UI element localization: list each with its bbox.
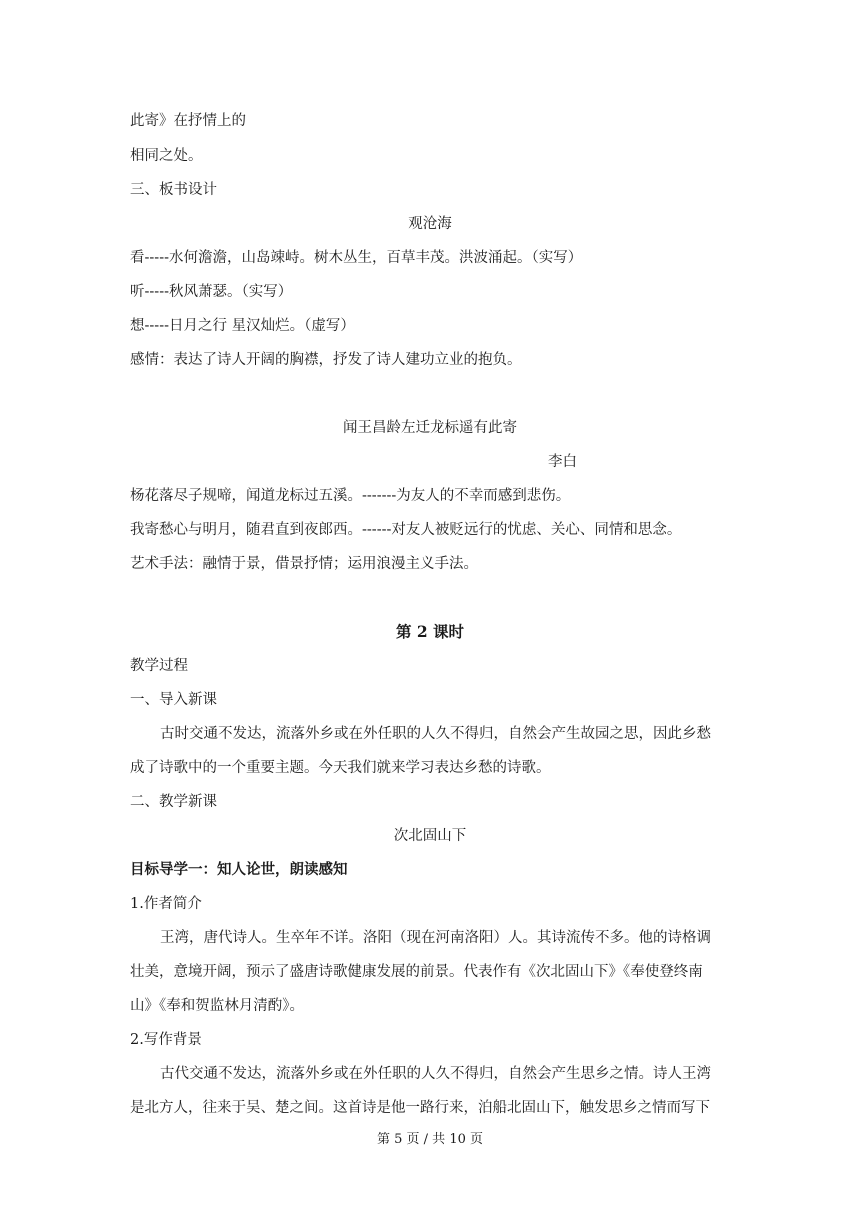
text-line: 相同之处。 <box>130 148 203 164</box>
paragraph-line: 古时交通不发达，流落外乡或在外任职的人久不得归，自然会产生故园之思，因此乡愁 <box>160 726 711 742</box>
paragraph-line: 古代交通不发达，流落外乡或在外任职的人久不得归，自然会产生思乡之情。诗人王湾 <box>160 1066 711 1082</box>
text-line: 感情：表达了诗人开阔的胸襟，抒发了诗人建功立业的抱负。 <box>130 352 522 368</box>
objective-heading: 目标导学一：知人论世，朗读感知 <box>130 861 348 878</box>
text-line: 2.写作背景 <box>130 1032 202 1048</box>
poem-author: 李白 <box>548 454 577 470</box>
paragraph-line: 壮美，意境开阔，预示了盛唐诗歌健康发展的前景。代表作有《次北固山下》《奉使登终南 <box>130 964 703 980</box>
section-heading: 三、板书设计 <box>130 182 217 198</box>
text-line: 艺术手法：融情于景，借景抒情；运用浪漫主义手法。 <box>130 556 478 572</box>
section-heading: 二、教学新课 <box>130 794 217 810</box>
poem-title: 闻王昌龄左迁龙标遥有此寄 <box>343 420 517 436</box>
paragraph-line: 王湾，唐代诗人。生卒年不详。洛阳（现在河南洛阳）人。其诗流传不多。他的诗格调 <box>160 930 711 946</box>
text-line: 1.作者简介 <box>130 896 202 912</box>
lesson-heading: 第 2 课时 <box>395 622 465 641</box>
text-line: 教学过程 <box>130 658 188 674</box>
text-line: 想-----日月之行 星汉灿烂。（虚写） <box>130 318 355 334</box>
text-line: 杨花落尽子规啼，闻道龙标过五溪。-------为友人的不幸而感到悲伤。 <box>130 488 571 504</box>
text-line: 看-----水何澹澹，山岛竦峙。树木丛生，百草丰茂。洪波涌起。（实写） <box>130 250 583 266</box>
page-footer: 第 5 页 / 共 10 页 <box>377 1132 483 1147</box>
paragraph-line: 是北方人，往来于吴、楚之间。这首诗是他一路行来，泊船北固山下，触发思乡之情而写下 <box>130 1100 710 1116</box>
poem-title: 次北固山下 <box>393 828 467 844</box>
poem-title: 观沧海 <box>408 216 452 232</box>
text-line: 听-----秋风萧瑟。（实写） <box>130 284 293 300</box>
section-heading: 一、导入新课 <box>130 692 217 708</box>
text-line: 此寄》在抒情上的 <box>130 113 246 129</box>
text-line: 我寄愁心与明月，随君直到夜郎西。------对友人被贬远行的忧虑、关心、同情和思念。 <box>130 522 682 538</box>
paragraph-line: 山》《奉和贺监林月清酌》。 <box>130 998 304 1014</box>
paragraph-line: 成了诗歌中的一个重要主题。今天我们就来学习表达乡愁的诗歌。 <box>130 760 551 776</box>
